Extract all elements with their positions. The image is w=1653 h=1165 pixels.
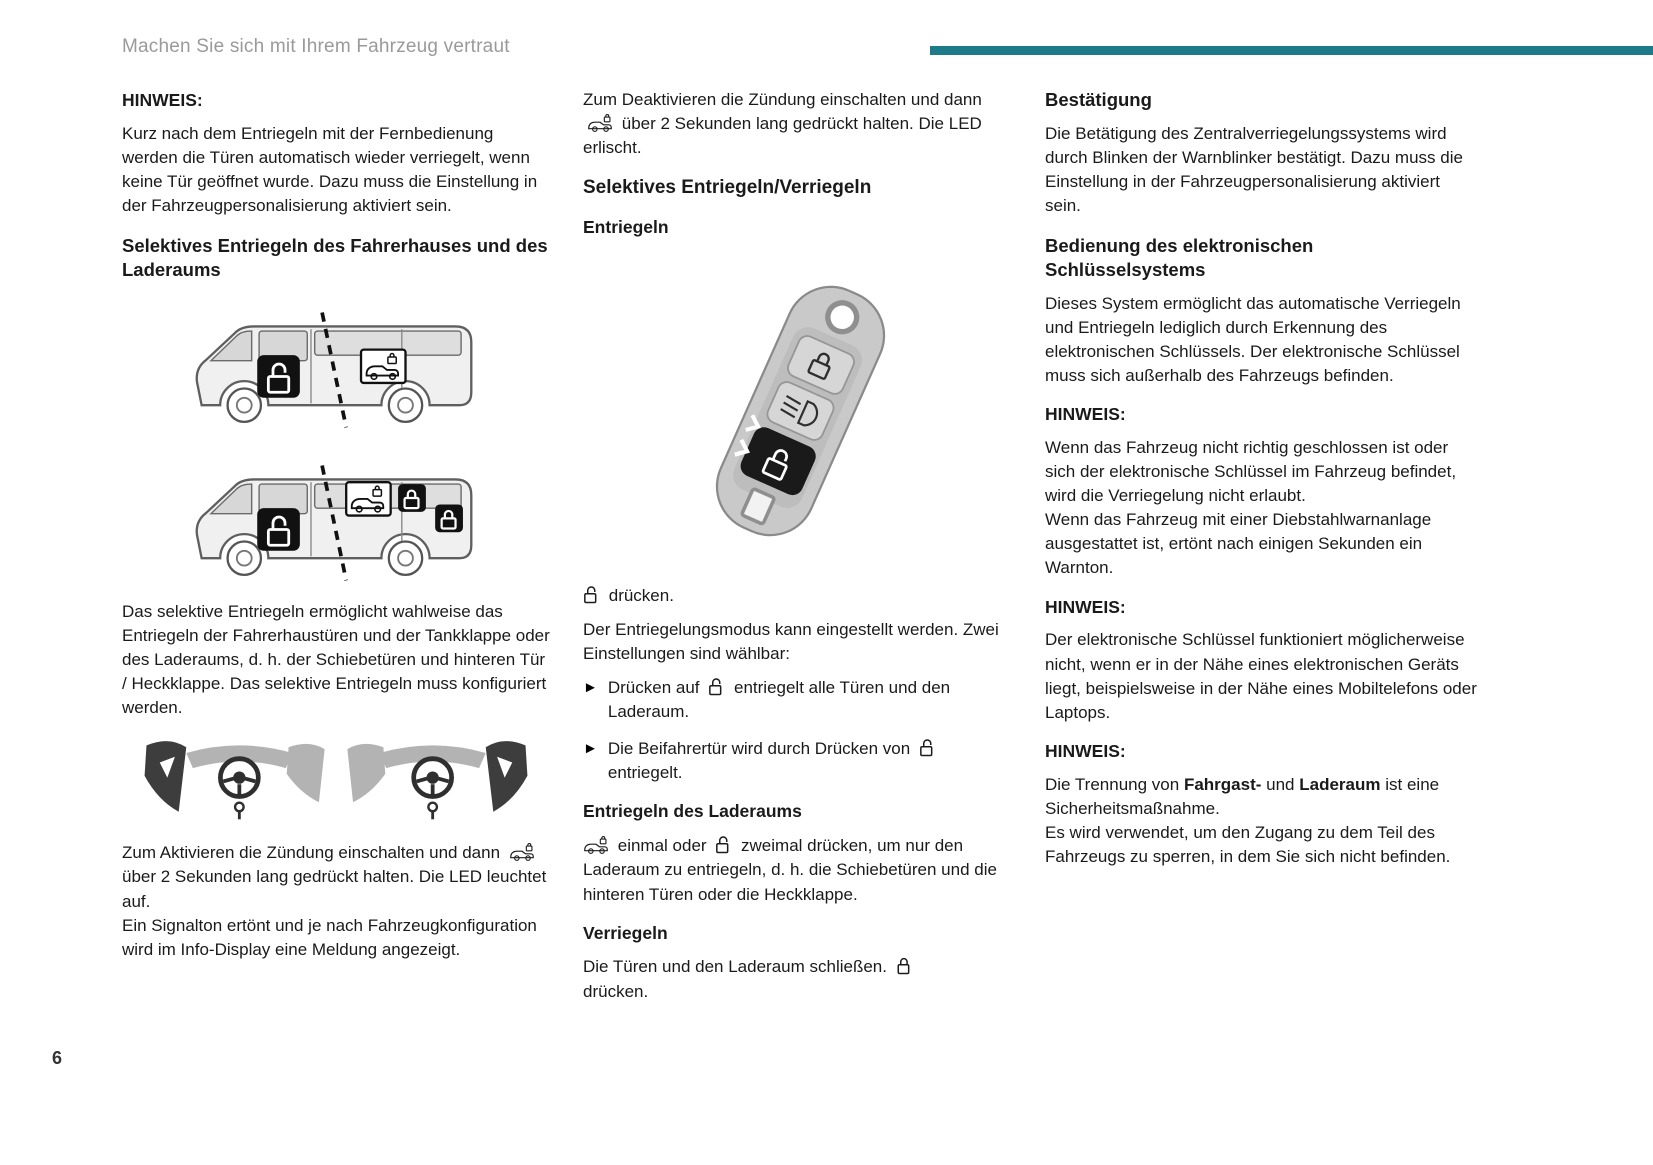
press-unlock-line (583, 584, 1017, 608)
text-run: einmal oder (617, 836, 707, 856)
van-cab-unlock-figure (122, 294, 550, 433)
text-run: über 2 Sekunden lang gedrückt halten. Die LED leuchtet auf. (122, 867, 547, 911)
text-run-bold: Fahrgast- (1183, 774, 1262, 794)
lock-badge-icon (398, 484, 426, 512)
bullet-text (608, 676, 1017, 724)
note3-text (1045, 773, 1477, 870)
lock-text (583, 955, 1017, 1003)
note-text: Kurz nach dem Entriegeln mit der Fernbedienung werden die Türen automatisch wieder verriegelt, wenn keine Tür geöffnet wurde. Dazu muss die Einstellung in der Fahrzeugpersonalisierung aktiviert sein. (122, 123, 538, 216)
note-heading: HINWEIS: (1045, 740, 1126, 761)
note1-text (1045, 436, 1477, 581)
note-heading: HINWEIS: (122, 90, 203, 110)
text-run: Zum Deaktivieren die Zündung einschalten und dann (583, 90, 982, 109)
column-middle (583, 88, 1017, 1014)
note-heading: HINWEIS: (1045, 404, 1126, 425)
unlock-mode-bullet-2 (583, 737, 1017, 785)
lock-button-icon (896, 956, 913, 976)
unlock-mode-bullet-1 (583, 676, 1017, 724)
text-run: zweimal drücken, um nur den Laderaum zu entriegeln, d. h. die Schiebetüren und die hinteren Türen oder die Heckklappe. (583, 836, 997, 904)
car-lock-badge-icon (346, 482, 390, 515)
bullet-arrow-icon: ► (583, 740, 598, 758)
text-run: Die Beifahrertür wird durch Drücken von (607, 739, 911, 759)
text-run: Die Trennung von (1045, 774, 1180, 794)
bullet-text (608, 737, 1017, 785)
lock-badge-icon (435, 504, 463, 532)
column-right (1045, 88, 1477, 879)
text-run: Ein Signalton ertönt und je nach Fahrzeugkonfiguration wird im Info-Display eine Meldung angezeigt. (122, 915, 537, 959)
text-run: Wenn das Fahrzeug nicht richtig geschlossen ist oder sich der elektronische Schlüssel im Fahrzeug befindet, wird die Verriegelung nicht erlaubt. (1045, 437, 1457, 506)
text-run: drücken. (608, 585, 674, 605)
text-run: Drücken auf (607, 677, 700, 697)
selective-unlock-text: Das selektive Entriegeln ermöglicht wahlweise das Entriegeln der Fahrerhaustüren und der Tankklappe oder des Laderaums, d. h. der Schiebetüren und hinteren Tür / Heckklappe. Das selektive Entriegeln muss konfiguriert werden. (122, 601, 550, 718)
activate-text (122, 841, 550, 962)
text-run: Die Türen und den Laderaum schließen. (583, 957, 887, 977)
text-run: Zum Aktivieren die Zündung einschalten und dann (122, 843, 501, 863)
unlock-badge-icon (257, 508, 300, 551)
van-cargo-unlock-figure (122, 447, 550, 586)
running-header: Machen Sie sich mit Ihrem Fahrzeug vertraut (122, 36, 510, 57)
car-lock-badge-icon (361, 349, 405, 382)
bullet-arrow-icon: ► (583, 678, 598, 696)
car-lock-button-icon (509, 843, 535, 862)
note2-text: Der elektronische Schlüssel funktioniert möglicherweise nicht, wenn er in der Nähe eines elektronischen Geräts liegt, beispielsweise in der Nähe eines Mobiltelefons oder Laptops. (1045, 630, 1477, 722)
confirmation-text: Die Betätigung des Zentralverriegelungssystems wird durch Blinken der Warnblinker bestätigt. Dazu muss die Einstellung in der Fahrzeugpersonalisierung aktiviert sein. (1045, 123, 1463, 216)
text-run: Es wird verwendet, um den Zugang zu dem Teil des Fahrzeugs zu sperren, in dem Sie sich nicht befinden. (1045, 823, 1451, 867)
unlock-button-icon (583, 585, 600, 605)
unlock-mode-text: Der Entriegelungsmodus kann eingestellt werden. Zwei Einstellungen sind wählbar: (583, 619, 999, 663)
cargo-unlock-text (583, 834, 1017, 906)
key-fob-figure (583, 252, 1017, 570)
key-fob-illustration (675, 256, 925, 565)
car-lock-button-icon (583, 836, 609, 855)
subheading-lock: Verriegeln (583, 922, 668, 943)
text-run: drücken. (583, 981, 649, 1001)
page-number: 6 (52, 1048, 63, 1068)
text-run: entriegelt. (607, 763, 683, 783)
header-accent-bar (930, 46, 1653, 55)
unlock-button-icon (708, 677, 725, 697)
car-lock-button-icon (587, 114, 613, 133)
cockpit-doors-illustration (137, 732, 535, 827)
text-run: Wenn das Fahrzeug mit einer Diebstahlwarnanlage ausgestattet ist, ertönt nach einigen Sekunden ein Warnton. (1045, 510, 1432, 578)
unlock-badge-icon (257, 355, 300, 398)
van-illustration (183, 294, 489, 433)
keyless-text: Dieses System ermöglicht das automatische Verriegeln und Entriegeln lediglich durch Erkennung des elektronischen Schlüssels. Der elektronische Schlüssel muss sich außerhalb des Fahrzeugs befinden. (1045, 293, 1461, 385)
text-run: entriegelt alle Türen und den Laderaum. (607, 677, 951, 722)
van-illustration (183, 447, 489, 586)
text-run-bold: Laderaum (1299, 774, 1381, 794)
text-run: und (1266, 774, 1295, 794)
cockpit-doors-figure (122, 732, 550, 827)
unlock-button-icon (919, 738, 936, 758)
subheading-unlock: Entriegeln (583, 216, 669, 237)
deactivate-text (583, 88, 1017, 160)
section-heading-keyless: Bedienung des elektronischen Schlüsselsystems (1045, 235, 1314, 280)
section-heading-selective: Selektives Entriegeln/Verriegeln (583, 177, 872, 199)
unlock-button-icon (715, 835, 732, 855)
note-heading: HINWEIS: (1045, 596, 1126, 617)
text-run: ist eine Sicherheitsmaßnahme. (1045, 774, 1440, 818)
column-left (122, 88, 550, 972)
subheading-cargo-unlock: Entriegeln des Laderaums (583, 801, 802, 822)
section-heading-selective-unlock: Selektives Entriegeln des Fahrerhauses und des Laderaums (122, 235, 548, 281)
text-run: über 2 Sekunden lang gedrückt halten. Die LED erlischt. (583, 114, 982, 158)
section-heading-confirmation: Bestätigung (1045, 89, 1152, 110)
